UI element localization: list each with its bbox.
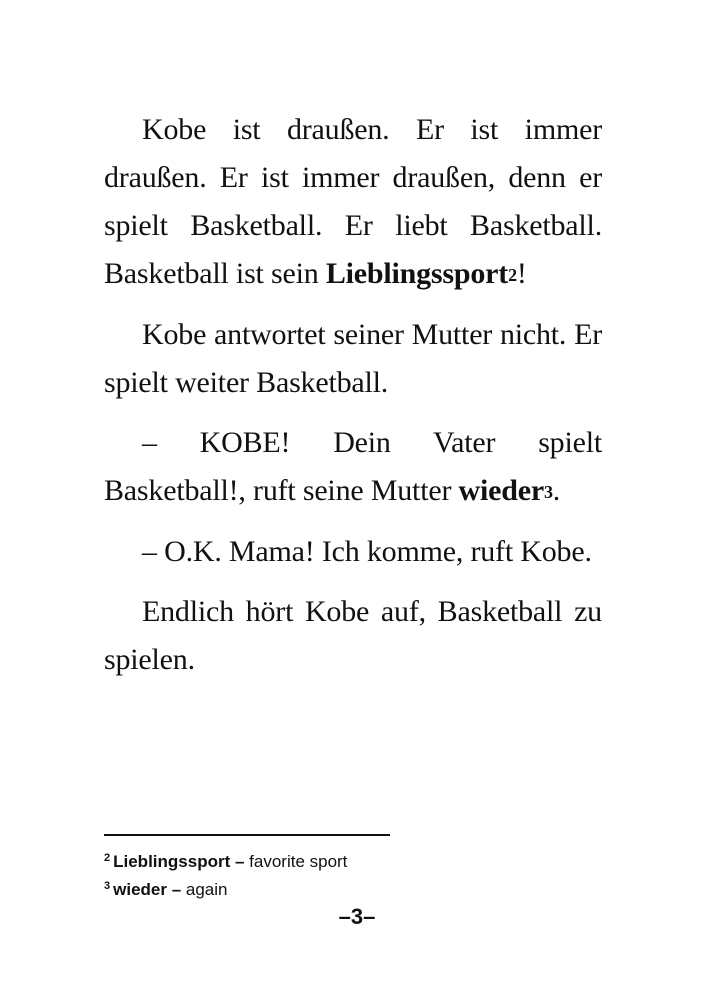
page-number: –3–	[338, 904, 376, 929]
vocab-term: wieder	[458, 474, 544, 507]
footnote-term: wieder –	[113, 880, 182, 899]
paragraph-3	[104, 419, 602, 516]
paragraph-5	[104, 588, 602, 684]
paragraph-text: – O.K. Mama! Ich komme, ruft Kobe.	[142, 535, 592, 568]
paragraph-text: Kobe ist draußen. Er ist immer draußen. Er ist immer draußen, denn er spielt Basketball. Er liebt Basketball. Basketball ist sein	[104, 113, 602, 290]
footnote-item	[104, 846, 604, 874]
footnote-definition: favorite sport	[244, 852, 348, 871]
footnote-number: 3	[104, 880, 111, 892]
paragraph-4	[104, 528, 602, 576]
paragraph-text-end: !	[516, 257, 527, 290]
footnotes	[104, 846, 604, 902]
footnote-item	[104, 874, 604, 902]
footnote-marker: 2	[508, 265, 517, 285]
footnote-term: Lieblingssport –	[113, 852, 245, 871]
vocab-term: Lieblingssport	[325, 257, 509, 290]
footnote-number: 2	[104, 852, 111, 864]
footnote-definition: again	[181, 880, 228, 899]
paragraph-1	[104, 106, 602, 299]
paragraph-text: Kobe antwortet seiner Mutter nicht. Er spielt weiter Basketball.	[104, 318, 602, 399]
paragraph-2	[104, 311, 602, 407]
paragraph-text: Endlich hört Kobe auf, Basketball zu spielen.	[104, 595, 602, 676]
paragraph-text-end: .	[552, 474, 561, 507]
story-text	[104, 106, 602, 696]
footnote-divider	[104, 834, 390, 836]
footnote-marker: 3	[543, 482, 553, 502]
paragraph-text: – KOBE! Dein Vater spielt Basketball!, ruft seine Mutter	[104, 426, 602, 507]
